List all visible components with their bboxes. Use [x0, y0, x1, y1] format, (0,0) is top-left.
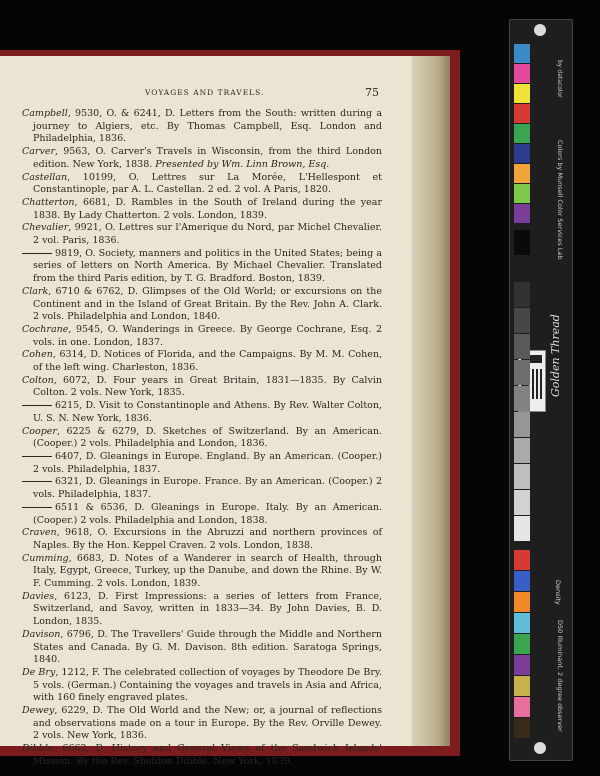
catalog-entry [22, 502, 382, 527]
entry-text: 6321, D. Gleanings in Europe. France. By an American. (Cooper.) 2 vols. Philadelphia, 1837. [33, 476, 382, 501]
entry-author: Chevalier [22, 222, 69, 234]
entry-text: , 6225 & 6279, D. Sketches of Switzerland. By an American. (Cooper.) 2 vols. Philadelphia and London, 1836. [33, 425, 382, 450]
catalog-entry [22, 349, 382, 374]
entry-text: , 6710 & 6762, D. Glimpses of the Old World; or excursions on the Continent and in the Island of Great Britain. By the Rev. John A. Clark. 2 vols. Philadelphia and London, 1840. [33, 285, 382, 323]
color-swatch [514, 676, 530, 696]
entry-author: Davies [22, 590, 55, 602]
ditto-dash [22, 456, 52, 457]
entry-note: Presented by Wm. Linn Brown, Esq. [155, 158, 330, 170]
color-swatch [514, 634, 530, 654]
entry-text: , 6681, D. Rambles in the South of Ireland during the year 1838. By Lady Chatterton. 2 vols. London, 1839. [33, 196, 382, 221]
entry-author: Clark [22, 285, 49, 297]
catalog-entry [22, 743, 382, 768]
entry-author: Cooper [22, 425, 57, 437]
entry-author: Craven [22, 527, 57, 539]
color-swatch [514, 204, 530, 223]
gray-swatch [514, 386, 530, 411]
color-swatch [514, 104, 530, 123]
ruler-density-label: Density [554, 580, 562, 605]
entry-author: Carver [22, 146, 56, 158]
entry-list [22, 108, 382, 769]
entry-author: Campbell [22, 108, 68, 119]
entry-text: 9819, O. Society, manners and politics in the United States; being a series of letters on North America. By Michael Chevalier. Translated from the third Paris edition, by T. G. Bradford. Boston, 1839. [33, 247, 382, 285]
gray-swatch [514, 516, 530, 541]
entry-text: , 1212, F. The celebrated collection of voyages by Theodore De Bry. 5 vols. (German.) Containing the voyages and travels in Asia and Africa, with 160 finely engraved plates. [33, 666, 382, 704]
entry-text: , 9545, O. Wanderings in Greece. By George Cochrane, Esq. 2 vols. in one. London, 1837. [33, 323, 382, 348]
ruler-illuminant-text: D50 Illuminant, 2 degree observer [556, 620, 564, 732]
entry-text: 6407, D. Gleanings in Europe. England. By an American. (Cooper.) 2 vols. Philadelphia, 1837. [33, 450, 382, 475]
entry-text: , 6229, D. The Old World and the New; or, a journal of reflections and observations made on a tour in Europe. By the Rev. Orville Dewey. 2 vols. New York, 1836. [33, 705, 382, 742]
color-swatch [514, 44, 530, 63]
entry-author: De Bry [22, 666, 56, 678]
ditto-dash [22, 481, 52, 482]
gray-swatch [514, 282, 530, 307]
color-swatch [514, 184, 530, 203]
color-swatch [514, 550, 530, 570]
entry-author: Cumming [22, 552, 69, 564]
catalog-entry [22, 527, 382, 552]
catalog-entry [22, 400, 382, 425]
color-calibration-bar [509, 19, 573, 761]
entry-author: Cochrane [22, 323, 69, 335]
ditto-dash [22, 405, 52, 406]
color-swatch [514, 592, 530, 612]
entry-text: , 6123, D. First Impressions: a series of letters from France, Switzerland, and Savoy, written in 1833—34. By John Davies, B. D. London, 1835. [33, 590, 382, 628]
catalog-entry [22, 553, 382, 591]
entry-text: , 9563, O. Carver's Travels in Wisconsin, from the third London edition. New York, 1838. [33, 146, 382, 170]
color-swatch [514, 655, 530, 675]
ruler-hole-bottom [534, 742, 546, 754]
color-swatch [514, 613, 530, 633]
entry-text: , 9618, O. Excursions in the Abruzzi and northern provinces of Naples. By the Hon. Keppel Craven. 2 vols. London, 1838. [33, 527, 382, 551]
entry-text: , 6314, D. Notices of Florida, and the Campaigns. By M. M. Cohen, of the left wing. Charleston, 1836. [33, 349, 382, 374]
gray-swatch [514, 334, 530, 359]
gray-swatch [514, 490, 530, 515]
entry-text: , 6683, D. Notes of a Wanderer in search of Health, through Italy, Egypt, Greece, Turkey, up the Danube, and down the Rhine. By W. F. Cumming. 2 vols. London, 1839. [33, 552, 382, 590]
gray-swatch [514, 360, 530, 385]
page-header [0, 86, 412, 102]
catalog-entry [22, 146, 382, 171]
gray-swatch [514, 464, 530, 489]
catalog-entry [22, 108, 382, 146]
entry-author: Cohen [22, 349, 53, 361]
gray-swatch [514, 256, 530, 281]
ruler-hole-top [534, 24, 546, 36]
catalog-entry [22, 426, 382, 451]
ditto-dash [22, 253, 52, 254]
entry-text: , 10199, O. Lettres sur La Morée, L'Hellespont et Constantinople, par A. L. Castellan. 2 ed. 2 vol. A Paris, 1820. [33, 171, 382, 196]
color-swatch [514, 164, 530, 183]
ruler-color-credit: Colors by Munsell Color Services Lab [556, 140, 564, 260]
ditto-dash [22, 507, 52, 508]
entry-text: , 6072, D. Four years in Great Britain, 1831—1835. By Calvin Colton. 2 vols. New York, 1835. [33, 374, 382, 399]
catalog-entry [22, 222, 382, 247]
color-swatch [514, 571, 530, 591]
gray-swatch [514, 438, 530, 463]
catalog-entry [22, 375, 382, 400]
gray-swatch [514, 230, 530, 255]
entry-text: 6511 & 6536, D. Gleanings in Europe. Italy. By an American. (Cooper.) 2 vols. Philadelphia and London, 1838. [33, 501, 382, 526]
entry-author: Dibble [22, 743, 54, 755]
ruler-brand: Golden Thread [549, 314, 562, 397]
color-swatch [514, 64, 530, 83]
color-swatch [514, 124, 530, 143]
entry-author: Colton [22, 374, 54, 386]
catalog-entry [22, 705, 382, 743]
catalog-entry [22, 667, 382, 705]
catalog-entry [22, 197, 382, 222]
color-swatch [514, 144, 530, 163]
entry-author: Dewey [22, 705, 55, 717]
catalog-entry [22, 591, 382, 629]
entry-text: , 6796, D. The Travellers' Guide through the Middle and Northern States and Canada. By G. M. Davison. 8th edition. Saratoga Springs, 1840. [33, 628, 382, 666]
catalog-entry [22, 629, 382, 667]
catalog-entry [22, 286, 382, 324]
ruler-logo-text: by datacolor [556, 60, 563, 98]
entry-author: Chatterton [22, 196, 75, 208]
catalog-entry [22, 172, 382, 197]
entry-text: , 6662, D. History and General Views of the Sandwich Islands' Mission. By the Rev. Sheldon Dibble. New York, 1839. [33, 743, 382, 767]
color-swatch [514, 84, 530, 103]
page-edges [412, 56, 450, 746]
page-number: 75 [365, 86, 379, 99]
catalog-entry [22, 451, 382, 476]
color-swatch [514, 697, 530, 717]
color-swatch [514, 718, 530, 738]
catalog-entry [22, 248, 382, 286]
entry-author: Davison [22, 628, 61, 640]
entry-author: Castellan [22, 171, 68, 183]
entry-text: , 9921, O. Lettres sur l'Amerique du Nord, par Michel Chevalier. 2 vol. Paris, 1836. [33, 222, 382, 247]
gray-swatch [514, 412, 530, 437]
gray-swatch [514, 308, 530, 333]
entry-text: 6215, D. Visit to Constantinople and Athens. By Rev. Walter Colton, U. S. N. New York, 1836. [33, 400, 382, 424]
entry-text: , 9530, O. & 6241, D. Letters from the South: written during a journey to Algiers, etc. By Thomas Campbell, Esq. London and Philadelphia, 1836. [33, 108, 382, 145]
running-title: VOYAGES AND TRAVELS. [145, 88, 265, 97]
catalog-entry [22, 476, 382, 501]
catalog-entry [22, 324, 382, 349]
